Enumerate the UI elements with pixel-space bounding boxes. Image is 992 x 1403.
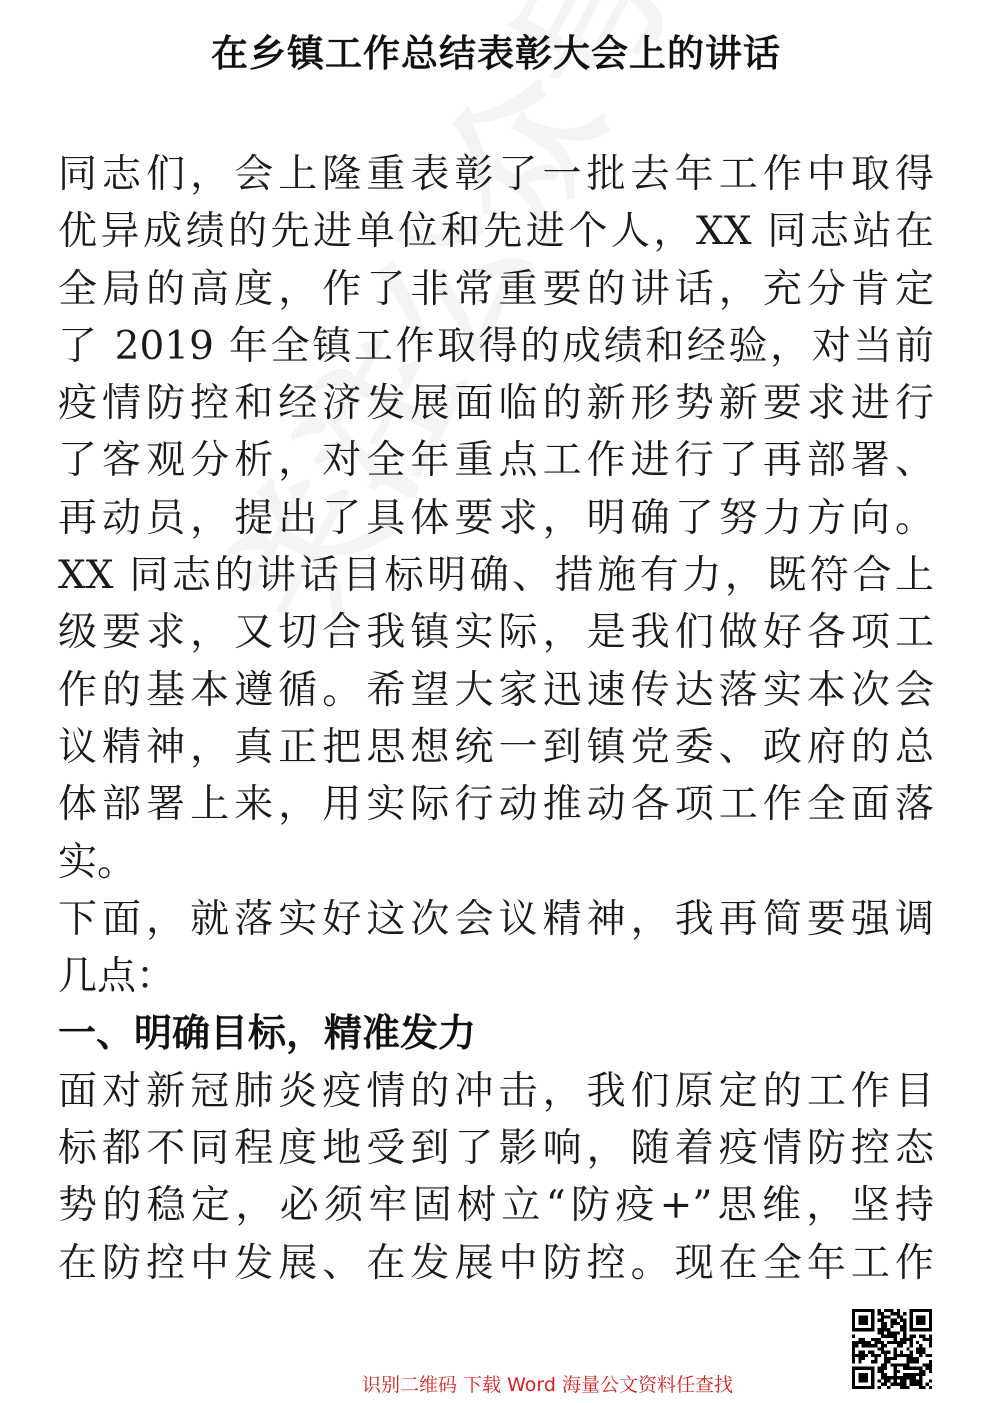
paragraph-line: 了 2019 年全镇工作取得的成绩和经验，对当前 bbox=[58, 323, 934, 369]
paragraph-line: 标都不同程度地受到了影响，随着疫情防控态 bbox=[58, 1126, 934, 1172]
paragraph-line: 再动员，提出了具体要求，明确了努力方向。 bbox=[58, 495, 934, 541]
paragraph-line: 了客观分析，对全年重点工作进行了再部署、 bbox=[58, 438, 934, 484]
paragraph-line: 体部署上来，用实际行动推动各项工作全面落 bbox=[58, 782, 934, 828]
paragraph-line: 在防控中发展、在发展中防控。现在全年工作 bbox=[58, 1240, 934, 1286]
paragraph-line: 作的基本遵循。希望大家迅速传达落实本次会 bbox=[58, 667, 934, 713]
paragraph-line: 实。 bbox=[58, 839, 137, 885]
section-heading: 一、明确目标，精准发力 bbox=[58, 1011, 477, 1056]
paragraph-line: 疫情防控和经济发展面临的新形势新要求进行 bbox=[58, 381, 934, 427]
document-body bbox=[58, 146, 934, 1292]
document-title: 在乡镇工作总结表彰大会上的讲话 bbox=[211, 32, 781, 75]
paragraph-line: 几点： bbox=[58, 954, 176, 1000]
paragraph-line: 势的稳定，必须牢固树立“防疫+”思维，坚持 bbox=[58, 1183, 934, 1229]
paragraph-line: 面对新冠肺炎疫情的冲击，我们原定的工作目 bbox=[58, 1068, 934, 1114]
paragraph-line: 下面，就落实好这次会议精神，我再简要强调 bbox=[58, 896, 934, 942]
paragraph-line: 级要求，又切合我镇实际，是我们做好各项工 bbox=[58, 610, 934, 656]
paragraph-line: 议精神，真正把思想统一到镇党委、政府的总 bbox=[58, 724, 934, 770]
qr-code-icon[interactable] bbox=[852, 1309, 932, 1389]
paragraph-line: 优异成绩的先进单位和先进个人，XX 同志站在 bbox=[58, 209, 934, 255]
paragraph-line: 同志们，会上隆重表彰了一批去年工作中取得 bbox=[58, 152, 934, 197]
paragraph-line: 全局的高度，作了非常重要的讲话，充分肯定 bbox=[58, 266, 934, 312]
paragraph-line: XX 同志的讲话目标明确、措施有力，既符合上 bbox=[58, 553, 934, 599]
download-hint-text: 识别二维码 下载 Word 海量公文资料任查找 bbox=[362, 1374, 733, 1396]
